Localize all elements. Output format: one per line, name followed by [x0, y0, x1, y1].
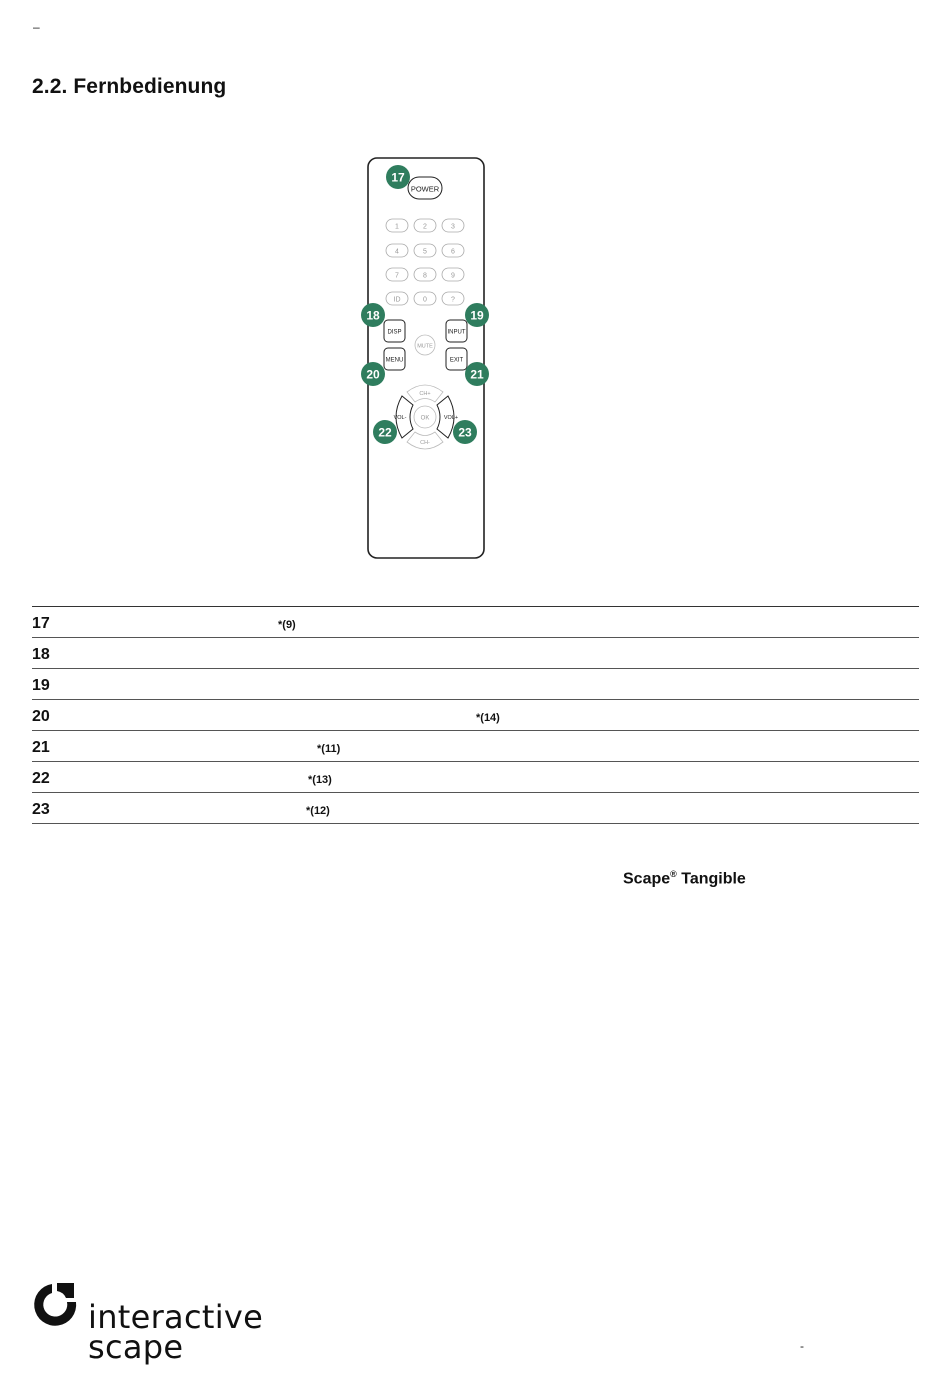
row-number: 17 [32, 615, 50, 632]
key-9-label: 9 [451, 272, 455, 280]
disp-button-label: DISP [387, 329, 402, 336]
callout-21-label: 21 [470, 367, 484, 382]
registered-mark: ® [670, 869, 677, 879]
row-number: 18 [32, 646, 50, 663]
callout-21 [465, 362, 489, 386]
remote-control-illustration [360, 150, 500, 565]
mute-button-label: MUTE [417, 343, 433, 350]
page-bottom-mark: - [800, 1339, 804, 1353]
key-7-label: 7 [395, 272, 399, 280]
row-reference: *(14) [476, 712, 500, 724]
key-6-label: 6 [451, 248, 455, 256]
row-reference: *(13) [308, 774, 332, 786]
product-note [623, 869, 746, 888]
ok-button-label: OK [420, 415, 430, 422]
key-4-label: 4 [395, 248, 399, 256]
power-button-label: POWER [410, 184, 440, 194]
row-number: 20 [32, 708, 50, 725]
key-8-label: 8 [423, 272, 427, 280]
table-row [32, 793, 919, 824]
button-reference-table [32, 606, 919, 824]
key-2-label: 2 [423, 223, 427, 231]
callout-22-label: 22 [378, 425, 392, 440]
row-number: 22 [32, 770, 50, 787]
logo-ring-icon [30, 1280, 80, 1330]
key-1-label: 1 [395, 223, 399, 231]
table-row [32, 700, 919, 731]
interactive-scape-logo [30, 1280, 280, 1370]
callout-20-label: 20 [366, 367, 380, 382]
callout-23 [453, 420, 477, 444]
key-id-label: ID [393, 296, 401, 304]
table-row [32, 669, 919, 700]
exit-button-label: EXIT [449, 357, 464, 364]
table-row [32, 762, 919, 793]
product-note-text: Scape [623, 870, 671, 888]
row-reference: *(11) [317, 743, 341, 755]
logo-line-2: scape [88, 1328, 184, 1366]
key-question-label: ? [451, 296, 455, 304]
vol-up-label: VOL+ [443, 415, 459, 421]
product-note-text-2: Tangible [676, 870, 746, 888]
callout-18-label: 18 [366, 308, 380, 323]
row-reference: *(9) [278, 619, 296, 631]
callout-19-label: 19 [470, 308, 484, 323]
row-number: 19 [32, 677, 50, 694]
menu-button-label: MENU [385, 357, 404, 364]
row-reference: *(12) [306, 805, 330, 817]
callout-19 [465, 303, 489, 327]
row-number: 21 [32, 739, 50, 756]
page-top-mark: – [33, 20, 40, 34]
table-row [32, 731, 919, 762]
logo-line-1: interactive [88, 1298, 264, 1336]
callout-17-label: 17 [391, 170, 405, 185]
ch-down-label: CH- [420, 440, 430, 446]
input-button-label: INPUT [447, 329, 466, 336]
logo-wordmark [88, 1298, 264, 1366]
callout-22 [373, 420, 397, 444]
callout-23-label: 23 [458, 425, 472, 440]
ch-up-label: CH+ [419, 391, 431, 397]
table-row [32, 607, 919, 638]
table-row [32, 638, 919, 669]
callout-20 [361, 362, 385, 386]
callout-17 [386, 165, 410, 189]
row-number: 23 [32, 801, 50, 818]
key-3-label: 3 [451, 223, 455, 231]
vol-down-label: VOL- [393, 415, 407, 421]
callout-18 [361, 303, 385, 327]
key-5-label: 5 [423, 248, 427, 256]
key-0-label: 0 [423, 296, 427, 304]
section-title: 2.2. Fernbedienung [32, 75, 227, 98]
